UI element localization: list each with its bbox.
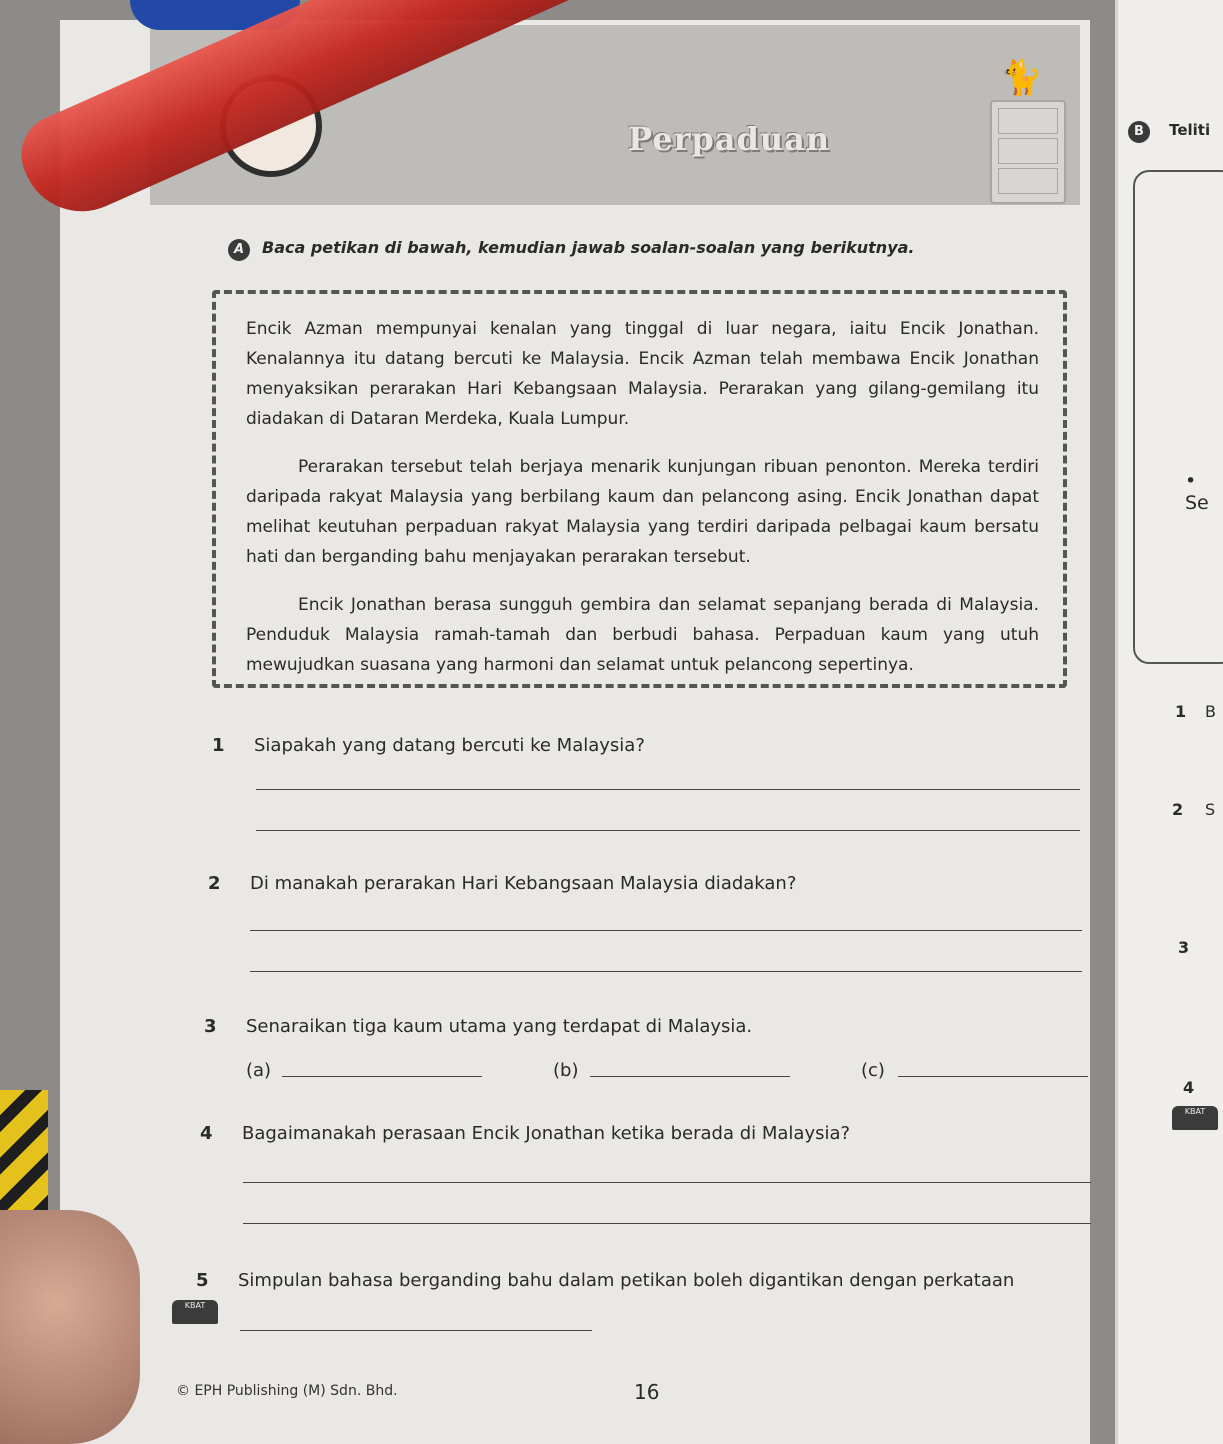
question-4-text: Bagaimanakah perasaan Encik Jonathan ketika berada di Malaysia? (242, 1123, 851, 1144)
right-frame (1133, 170, 1223, 664)
question-5-text: Simpulan bahasa berganding bahu dalam petikan boleh digantikan dengan perkataan (238, 1270, 1015, 1291)
answer-line-1a[interactable] (256, 789, 1080, 790)
dresser-illustration (990, 100, 1066, 204)
workbook-page-left (60, 20, 1090, 1444)
option-c-label: (c) (861, 1060, 885, 1081)
right-letter-s: S (1205, 800, 1216, 819)
page-title: Perpaduan (628, 120, 831, 158)
right-kbat-badge: KBAT (1172, 1106, 1218, 1130)
question-2: 2 Di manakah perarakan Hari Kebangsaan Malaysia diadakan? (208, 873, 797, 894)
answer-line-1b[interactable] (256, 830, 1080, 831)
question-3: 3 Senaraikan tiga kaum utama yang terdapat di Malaysia. (204, 1016, 753, 1037)
cat-illustration: 🐈 (1000, 58, 1043, 98)
yellow-pattern-object (0, 1090, 48, 1210)
question-1: 1 Siapakah yang datang bercuti ke Malaysia? (212, 735, 645, 756)
section-a-instruction (228, 238, 915, 261)
passage-paragraph-3: Encik Jonathan berasa sungguh gembira dan selamat sepanjang berada di Malaysia. Penduduk Malaysia ramah-tamah dan berbudi bahasa. Perpaduan kaum yang utuh mewujudkan suasana yang harmoni dan selamat untuk pelancong sepertinya. (246, 595, 1039, 675)
question-1-text: Siapakah yang datang bercuti ke Malaysia? (254, 735, 645, 756)
answer-line-4b[interactable] (243, 1223, 1091, 1224)
answer-line-3a[interactable] (282, 1076, 482, 1077)
right-bullet: • Se (1185, 470, 1209, 514)
question-5: 5 Simpulan bahasa berganding bahu dalam petikan boleh digantikan dengan perkataan (196, 1270, 1015, 1291)
section-b-header (1128, 120, 1210, 143)
passage-box (212, 290, 1067, 688)
question-4: 4 Bagaimanakah perasaan Encik Jonathan ketika berada di Malaysia? (200, 1123, 851, 1144)
right-num-1: 1 (1175, 702, 1187, 721)
right-num-4: 4 (1183, 1078, 1195, 1097)
section-b-title: Teliti (1169, 121, 1211, 139)
copyright-text: © EPH Publishing (M) Sdn. Bhd. (176, 1383, 398, 1399)
instruction-text: Baca petikan di bawah, kemudian jawab soalan-soalan yang berikutnya. (262, 238, 915, 257)
thumb (0, 1210, 140, 1444)
question-2-text: Di manakah perarakan Hari Kebangsaan Malaysia diadakan? (250, 873, 797, 894)
answer-line-2b[interactable] (250, 971, 1082, 972)
answer-line-2a[interactable] (250, 930, 1082, 931)
answer-line-3b[interactable] (590, 1076, 790, 1077)
kbat-badge: KBAT (172, 1300, 218, 1324)
page-number: 16 (634, 1380, 660, 1404)
passage-paragraph-2: Perarakan tersebut telah berjaya menarik kunjungan ribuan penonton. Mereka terdiri daripada rakyat Malaysia yang berbilang kaum dan pelancong asing. Encik Jonathan dapat melihat keutuhan perpaduan rakyat Malaysia yang terdiri daripada pelbagai kaum bersatu hati dan berganding bahu menjayakan perarakan tersebut. (246, 457, 1039, 567)
question-3-text: Senaraikan tiga kaum utama yang terdapat di Malaysia. (246, 1016, 753, 1037)
answer-line-3c[interactable] (898, 1076, 1088, 1077)
right-letter-b: B (1205, 702, 1216, 721)
option-b-label: (b) (553, 1060, 579, 1081)
passage-paragraph-1: Encik Azman mempunyai kenalan yang tinggal di luar negara, iaitu Encik Jonathan. Kenalannya itu datang bercuti ke Malaysia. Encik Azman telah membawa Encik Jonathan menyaksikan perarakan Hari Kebangsaan Malaysia. Perarakan yang gilang-gemilang itu diadakan di Dataran Merdeka, Kuala Lumpur. (246, 319, 1039, 429)
answer-line-4a[interactable] (243, 1182, 1091, 1183)
right-num-2: 2 (1172, 800, 1184, 819)
right-num-3: 3 (1178, 938, 1190, 957)
option-a-label: (a) (246, 1060, 272, 1081)
section-a-badge: A (228, 239, 250, 261)
answer-line-5[interactable] (240, 1330, 592, 1331)
section-b-badge: B (1128, 121, 1150, 143)
